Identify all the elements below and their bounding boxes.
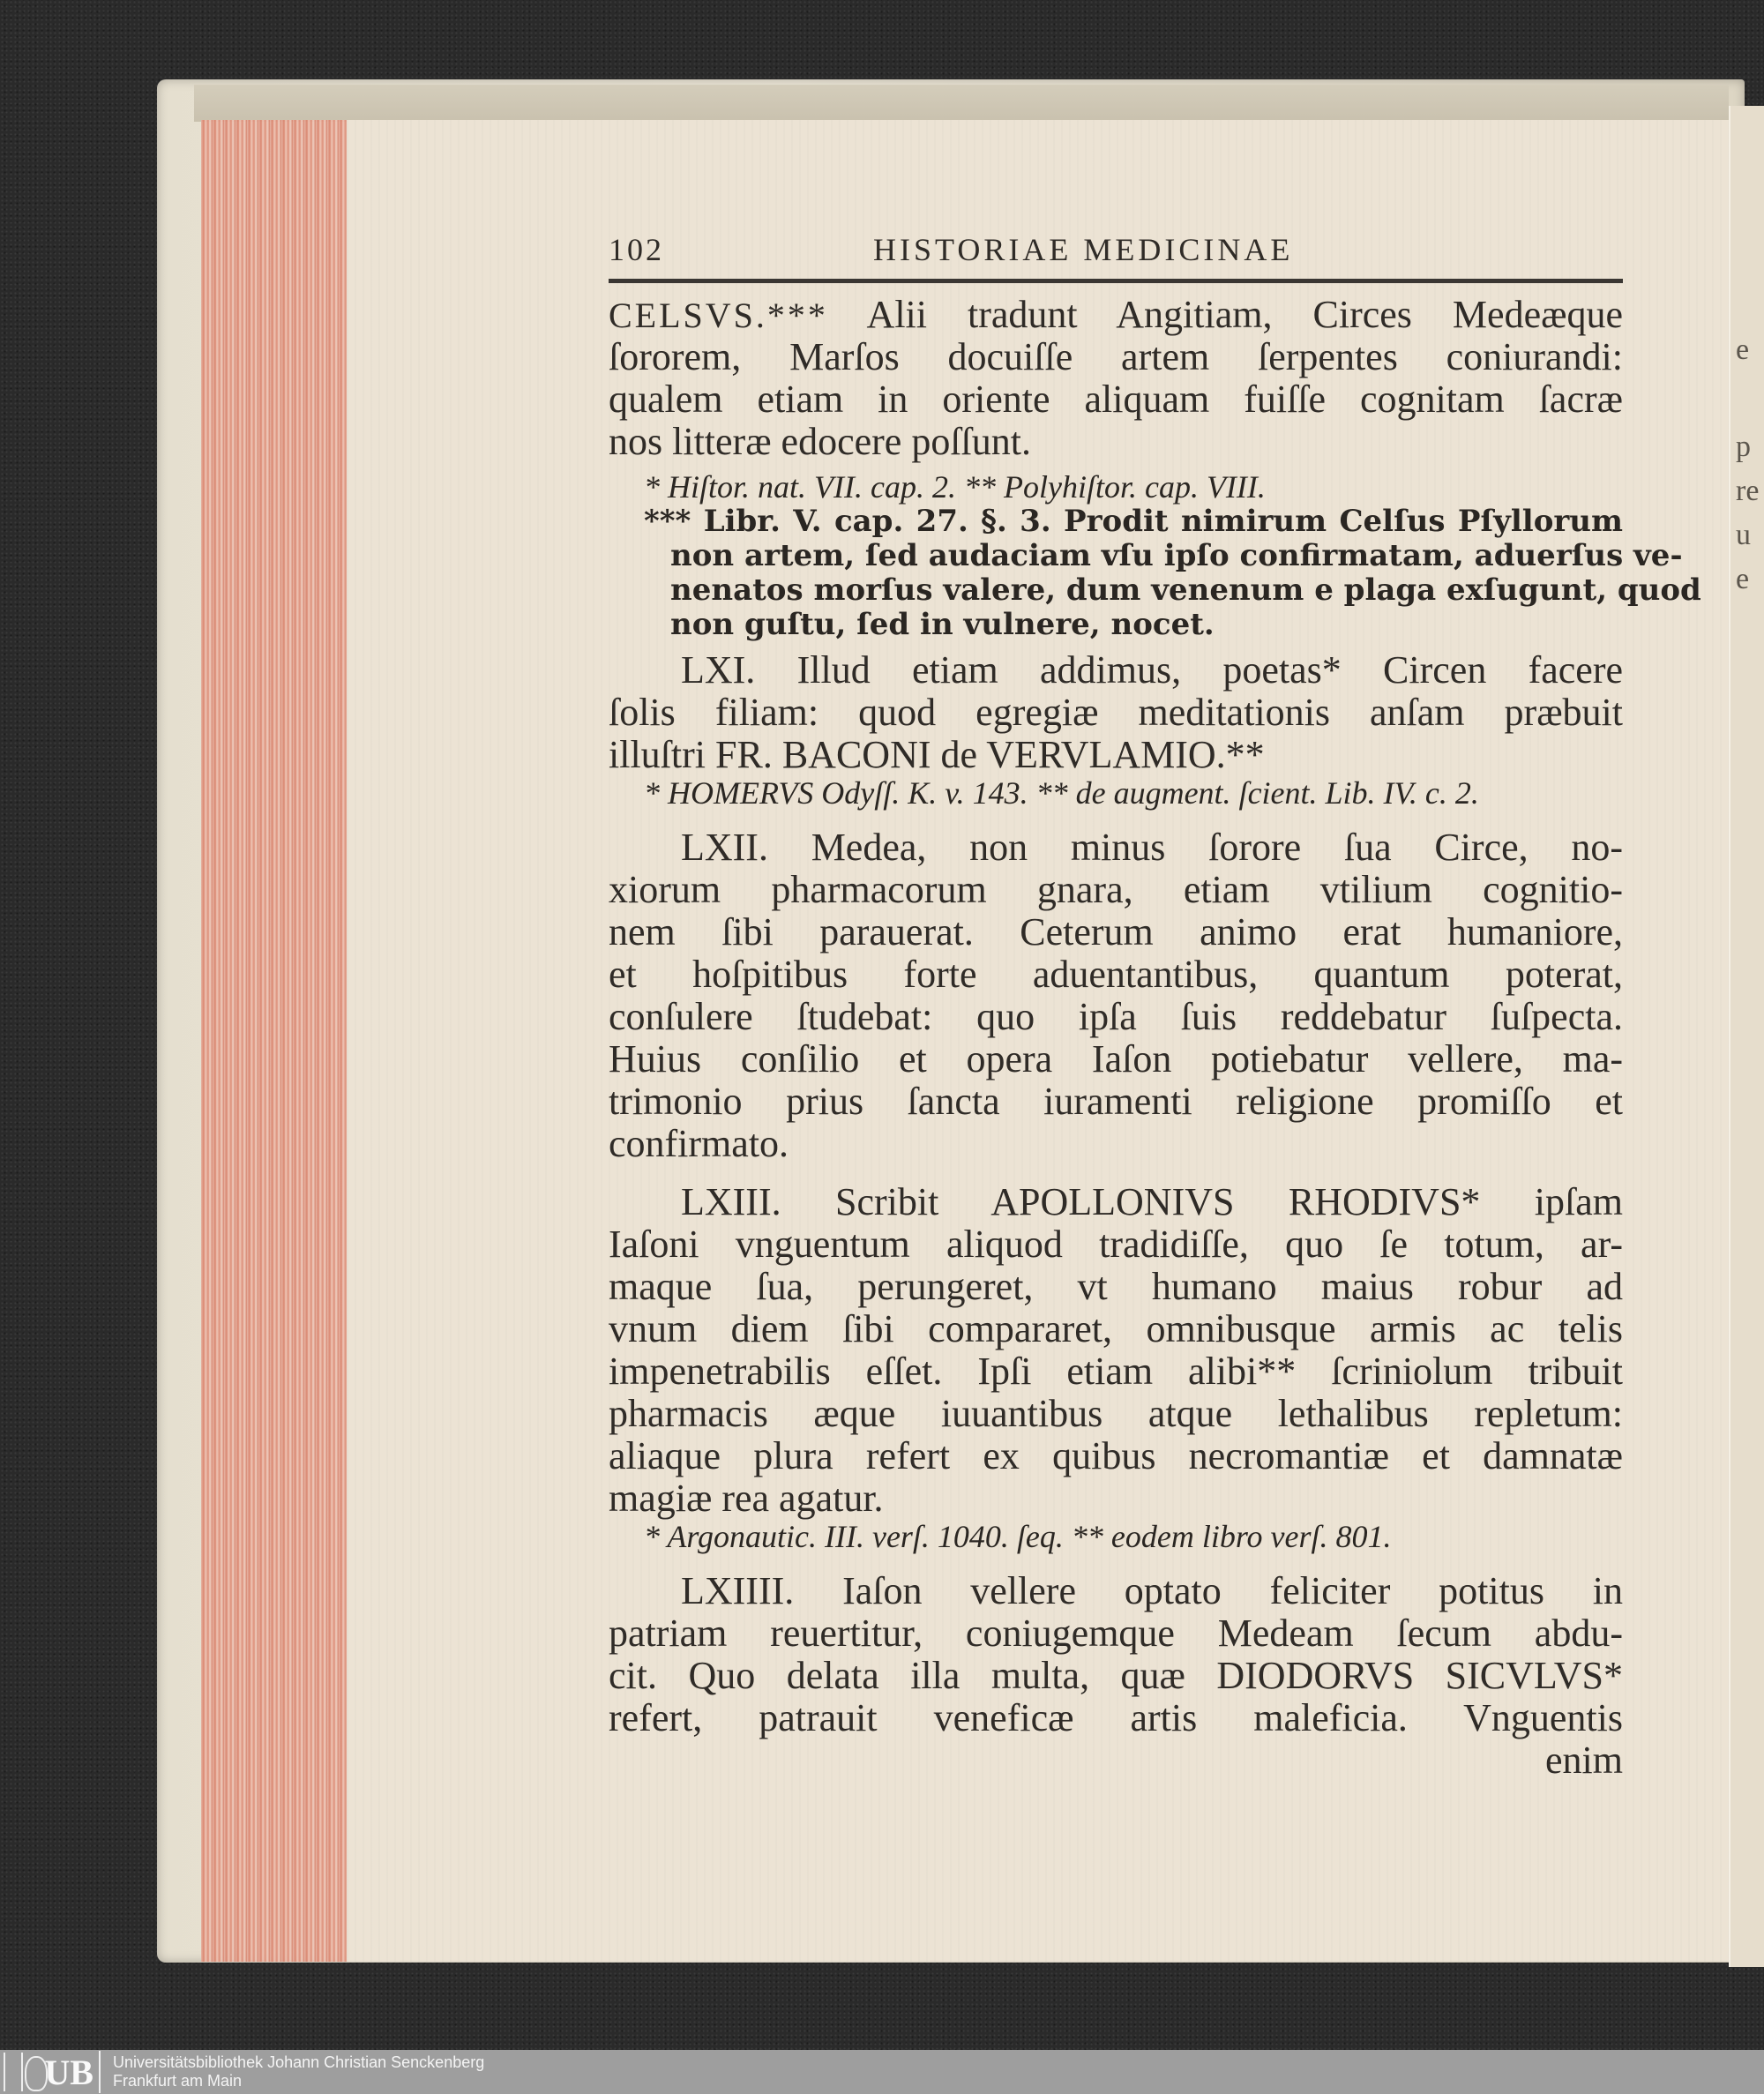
text-line: cit. Quo delata illa multa, quæ DIODORVS SICVLVS* (609, 1654, 1623, 1697)
text-line: vnum diem ſibi compararet, omnibusque armis ac telis (609, 1307, 1623, 1350)
text-line: pharmacis æque iuuantibus atque lethalibus repletum: (609, 1392, 1623, 1435)
section-number: LXII. (681, 826, 768, 869)
text-line: impenetrabilis eſſet. Ipſi etiam alibi** ſcriniolum tribuit (609, 1350, 1623, 1393)
text-line: magiæ rea agatur. (609, 1477, 884, 1520)
footnote-line: non guſtu, ſed in vulnere, nocet. (670, 607, 1215, 642)
running-title: HISTORIAE MEDICINAE (873, 232, 1294, 267)
text-line: aliaque plura refert ex quibus necromantiæ et damnatæ (609, 1434, 1623, 1477)
section-number: LXIII. (681, 1180, 781, 1223)
institution-name (113, 2053, 484, 2090)
text-line: xiorum pharmacorum gnara, etiam vtilium cognitio- (609, 868, 1623, 911)
institution-line: Universitätsbibliothek Johann Christian Senckenberg (113, 2053, 485, 2071)
footnote-line: nenatos morſus valere, dum venenum e plaga exſugunt, quod (670, 572, 1701, 608)
text-line: confirmato. (609, 1122, 789, 1165)
section-number: LXIIII. (681, 1569, 795, 1612)
page-text (609, 231, 1701, 1782)
adjacent-page-fragment: u (1736, 519, 1751, 551)
text-line: trimonio prius ſancta iuramenti religione promiſſo et (609, 1080, 1623, 1123)
text-line: et hoſpitibus forte aduentantibus, quantum poterat, (609, 953, 1623, 996)
adjacent-page-strip (1729, 106, 1764, 1967)
author-name: CELSVS.*** (609, 295, 828, 335)
footnote-line: * Hiſtor. nat. VII. cap. 2. ** Polyhiſtor. cap. VIII. (644, 469, 1266, 505)
text-line: CELSVS.*** Alii tradunt Angitiam, Circes Medeæque (609, 293, 1623, 336)
text-line: illuſtri FR. BACONI de VERVLAMIO.** (609, 733, 1265, 776)
text-line: maque ſua, perungeret, vt humano maius robur ad (609, 1265, 1623, 1308)
footnote-line: * Argonautic. III. verſ. 1040. ſeq. ** eodem libro verſ. 801. (644, 1519, 1392, 1554)
section-number: LXI. (681, 648, 756, 692)
page-number: 102 (609, 232, 664, 267)
binding-top-fold (194, 85, 1729, 122)
ub-logo[interactable] (0, 2051, 101, 2093)
text-line: conſulere ſtudebat: quo ipſa ſuis reddebatur ſuſpecta. (609, 995, 1623, 1038)
section-lxiiii-first-line: LXIIII. Iaſon vellere optato feliciter potitus in (681, 1569, 1624, 1612)
adjacent-page-fragment: p (1736, 430, 1751, 463)
adjacent-page-fragment: e (1736, 333, 1750, 366)
text-line: qualem etiam in oriente aliquam fuiſſe cognitam ſacræ (609, 378, 1623, 421)
text-line: refert, patrauit veneficæ artis maleficia. Vnguentis (609, 1696, 1623, 1739)
logo-portrait-icon (25, 2056, 48, 2091)
text-line: Iaſoni vnguentum aliquod tradidiſſe, quo ſe totum, ar- (609, 1223, 1623, 1266)
footnote-line: * HOMERVS Odyſſ. K. v. 143. ** de augment. ſcient. Lib. IV. c. 2. (644, 775, 1479, 811)
header-rule (609, 279, 1623, 283)
footnote-line: non artem, ſed audaciam vſu ipſo confirmatam, aduerſus ve- (670, 538, 1683, 573)
text-line: patriam reuertitur, coniugemque Medeam ſecum abdu- (609, 1612, 1623, 1655)
section-lxiii-first-line: LXIII. Scribit APOLLONIVS RHODIVS* ipſam (681, 1180, 1623, 1223)
text-line: ſororem, Marſos docuiſſe artem ſerpentes coniurandi: (609, 335, 1623, 378)
logo-text: UB (44, 2052, 93, 2092)
library-footer-bar (0, 2050, 1764, 2094)
footnote-line: *** Libr. V. cap. 27. §. 3. Prodit nimirum Celſus Pſyllorum (644, 504, 1623, 539)
text-line: nem ſibi parauerat. Ceterum animo erat humaniore, (609, 910, 1623, 954)
adjacent-page-fragment: re (1736, 475, 1760, 507)
text-line: Huius conſilio et opera Iaſon potiebatur vellere, ma- (609, 1037, 1623, 1081)
section-lxii-first-line: LXII. Medea, non minus ſorore ſua Circe, no- (681, 826, 1624, 869)
text-line: ſolis filiam: quod egregiæ meditationis anſam præbuit (609, 691, 1623, 734)
adjacent-page-fragment: e (1736, 563, 1750, 595)
section-lxi-first-line: LXI. Illud etiam addimus, poetas* Circen facere (681, 648, 1624, 692)
red-page-edge (201, 120, 347, 1962)
text-line: nos litteræ edocere poſſunt. (609, 420, 1031, 463)
city-line: Frankfurt am Main (113, 2072, 243, 2090)
logo-columns-icon (4, 2053, 23, 2091)
running-head (609, 231, 1623, 272)
catchword: enim (1545, 1739, 1623, 1782)
